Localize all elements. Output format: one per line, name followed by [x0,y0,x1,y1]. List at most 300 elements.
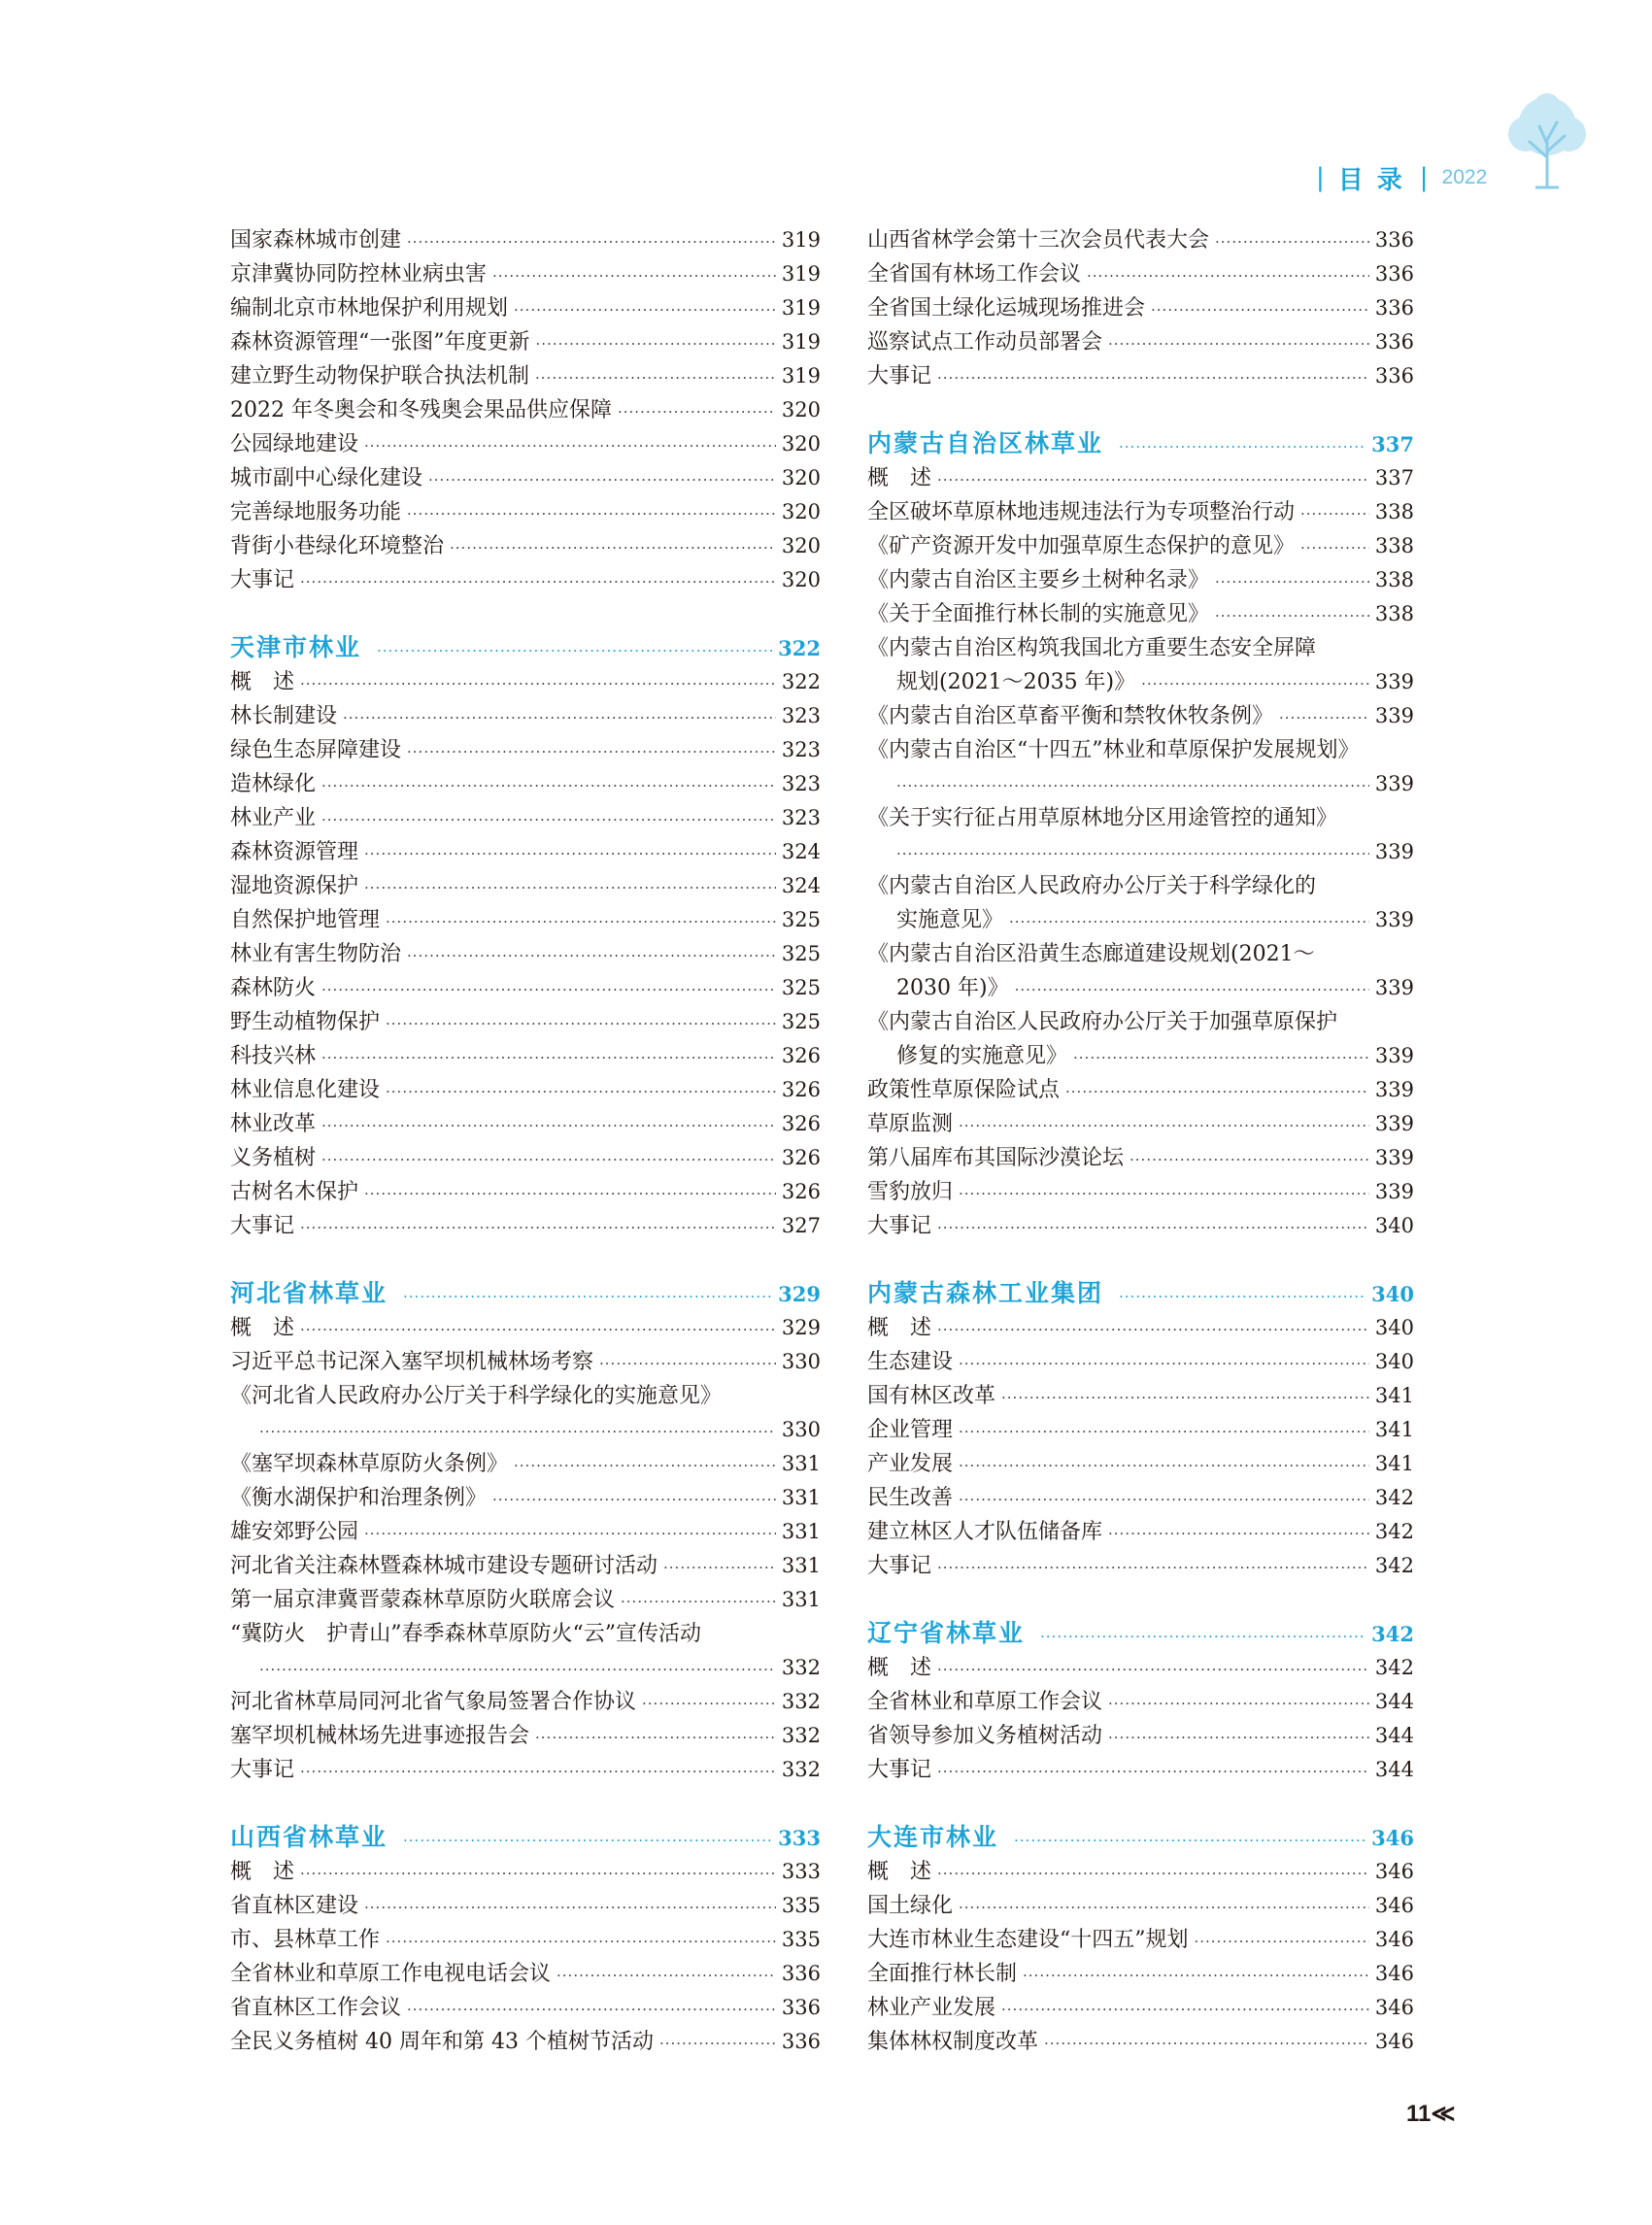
entry-title: 《矿产资源开发中加强草原生态保护的意见》 [867,534,1296,558]
page-ref: 341 [1374,1452,1414,1475]
page-ref: 346 [1374,1962,1414,1985]
dot-leader [1001,1381,1369,1415]
page-number: 11≪ [1406,2101,1456,2127]
toc-entry-continued [867,767,1414,801]
page-ref: 339 [1374,1146,1414,1169]
entry-title: 第八届库布其国际沙漠论坛 [867,1146,1125,1170]
entry-title: 全省国土绿化运城现场推进会 [867,296,1146,320]
dot-leader [1015,973,1369,1007]
entry-title: 完善绿地服务功能 [230,500,402,524]
entry-title: 京津冀协同防控林业病虫害 [230,262,488,287]
toc-entry [867,699,1414,733]
entry-title: 全民义务植树 40 周年和第 43 个植树节活动 [230,2030,654,2054]
dot-leader [321,1109,776,1143]
page-ref: 338 [1374,500,1414,523]
page-ref: 346 [1374,1928,1414,1951]
entry-title: 《内蒙古自治区“十四五”林业和草原保护发展规划》 [867,738,1360,762]
toc-entry [230,937,821,971]
toc-entry [867,1991,1414,2025]
toc-entry [230,291,821,325]
toc-entry [230,393,821,427]
page-ref: 336 [1374,228,1414,252]
toc-section [867,223,1414,393]
dot-leader [364,871,776,905]
toc-entry-continued [230,1413,821,1447]
toc-entry-continued [867,971,1414,1005]
toc-entry-continued [867,835,1414,869]
entry-title: 《衡水湖保护和治理条例》 [230,1486,488,1510]
toc-entry [230,1379,821,1413]
toc-entry [230,1719,821,1753]
dot-leader [1108,327,1369,361]
page-ref: 335 [781,1928,821,1951]
toc-entry [867,1005,1414,1039]
dot-leader [403,1279,772,1314]
section-heading [867,426,1414,461]
entry-title: 森林资源管理“一张图”年度更新 [230,330,530,354]
toc-entry [867,495,1414,529]
page-ref: 339 [1374,1078,1414,1101]
dot-leader [364,1177,776,1211]
entry-title: 全面推行林长制 [867,1962,1018,1986]
toc-entry [230,1447,821,1481]
dot-leader [300,667,776,701]
toc-entry [230,1311,821,1345]
dot-leader [1108,1721,1369,1755]
page-ref: 344 [1374,1690,1414,1713]
entry-title: 林业有害生物防治 [230,942,402,966]
toc-entry [230,971,821,1005]
dot-leader [1108,1687,1369,1721]
dot-leader [1040,1619,1365,1654]
entry-title: 古树名木保护 [230,1180,359,1204]
page-ref: 320 [781,568,821,591]
entry-title: 背街小巷绿化环境整治 [230,534,445,558]
entry-title: 巡察试点工作动员部署会 [867,330,1103,354]
entry-title: 林长制建设 [230,704,338,728]
toc-entry [867,1379,1414,1413]
entry-title: 大事记 [230,1758,295,1782]
entry-title: 林业产业 [230,806,317,830]
entry-title: 《关于实行征占用草原林地分区用途管控的通知》 [867,806,1338,830]
entry-title: 2030 年)》 [896,976,1009,1000]
dot-leader [321,973,776,1007]
entry-title: 企业管理 [867,1418,954,1442]
dot-leader [321,1041,776,1075]
toc-entry [867,223,1414,257]
toc-entry [230,223,821,257]
dot-leader [1195,1925,1369,1959]
page-ref: 332 [781,1690,821,1713]
toc-entry [230,835,821,869]
dot-leader [659,2027,776,2061]
page-ref: 340 [1374,1350,1414,1373]
page-ref: 346 [1374,2030,1414,2053]
page-ref: 339 [1374,1044,1414,1067]
toc-entry [230,1549,821,1583]
page-ref: 320 [781,500,821,523]
dot-leader [386,1075,776,1109]
dot-leader [300,1313,776,1347]
dot-leader [450,531,776,565]
toc-entry [867,1413,1414,1447]
page-ref: 325 [781,1010,821,1033]
entry-title: 河北省林草业 [230,1279,388,1307]
entry-title: 城市副中心绿化建设 [230,466,423,490]
entry-title: 概 述 [230,1860,295,1884]
page-ref: 326 [781,1078,821,1101]
toc-entry [230,359,821,393]
dot-leader [300,1211,776,1245]
toc-entry [867,1345,1414,1379]
toc-entry [867,257,1414,291]
page-ref: 342 [1374,1554,1414,1577]
toc-section [867,1276,1414,1583]
dot-leader [959,1483,1369,1517]
page-ref: 329 [778,1282,821,1306]
entry-title: 政策性草原保险试点 [867,1078,1061,1102]
entry-title: 大事记 [867,1214,932,1238]
dot-leader [1119,429,1365,464]
entry-title: 2022 年冬奥会和冬残奥会果品供应保障 [230,398,612,422]
page-ref: 329 [781,1316,821,1339]
dot-leader [1151,293,1369,327]
dot-leader [1044,2027,1369,2061]
entry-title: 湿地资源保护 [230,874,359,898]
page-ref: 323 [781,806,821,829]
dot-leader [535,1721,776,1755]
dot-leader [1215,225,1369,259]
toc-section [867,426,1414,1243]
toc-entry-continued [867,1039,1414,1073]
toc-entry [230,1345,821,1379]
header-title: 目录 [1337,165,1416,195]
dot-leader [937,1653,1369,1687]
entry-title: 河北省关注森林暨森林城市建设专题研讨活动 [230,1554,658,1578]
entry-title: 林业改革 [230,1112,317,1136]
dot-leader [1014,1823,1365,1858]
entry-title: 生态建设 [867,1350,954,1374]
page-ref: 336 [1374,296,1414,320]
toc-entry [230,767,821,801]
toc-entry [230,1685,821,1719]
dot-leader [896,769,1369,803]
dot-leader [937,1313,1369,1347]
dot-leader [321,769,776,803]
dot-leader [1300,497,1369,531]
dot-leader [259,1415,776,1449]
entry-title: 全省林业和草原工作会议 [867,1690,1103,1714]
toc-entry [867,1753,1414,1787]
toc-entry [867,1073,1414,1107]
dot-leader [642,1687,776,1721]
page-ref: 326 [781,1112,821,1135]
page-ref: 331 [781,1486,821,1509]
toc-entry [867,631,1414,665]
dot-leader [1073,1041,1369,1075]
page-ref: 319 [781,296,821,320]
toc-entry [230,733,821,767]
page-ref: 326 [781,1180,821,1203]
toc-entry [230,1141,821,1175]
dot-leader [1087,259,1369,293]
section-heading [867,1820,1414,1855]
page-ref: 335 [781,1894,821,1917]
entry-title: 集体林权制度改革 [867,2030,1039,2054]
page-ref: 342 [1374,1656,1414,1679]
dot-leader [386,905,776,939]
page-ref: 344 [1374,1724,1414,1747]
toc-entry [867,1311,1414,1345]
dot-leader [364,1517,776,1551]
entry-title: 民生改善 [867,1486,954,1510]
entry-title: 大连市林业生态建设“十四五”规划 [867,1928,1189,1952]
page-ref: 320 [781,398,821,421]
dot-leader [300,1755,776,1789]
page-ref: 336 [1374,364,1414,388]
entry-title: 森林防火 [230,976,317,1000]
dot-leader [403,1823,772,1858]
entry-title: 公园绿地建设 [230,432,359,456]
page-ref: 322 [781,670,821,693]
entry-title: 规划(2021～2035 年)》 [896,670,1136,694]
page-ref: 319 [781,364,821,388]
entry-title: 全区破坏草原林地违规违法行为专项整治行动 [867,500,1296,524]
toc-entry [230,1039,821,1073]
entry-title: 大事记 [230,568,295,592]
toc-entry [230,869,821,903]
entry-title: 概 述 [867,1316,932,1340]
entry-title: 山西省林学会第十三次会员代表大会 [867,228,1210,253]
toc-entry [867,1447,1414,1481]
dot-leader [959,1177,1369,1211]
entry-title: 省直林区工作会议 [230,1996,402,2020]
toc-entry [867,529,1414,563]
toc-entry [230,1515,821,1549]
page-ref: 330 [781,1418,821,1441]
dot-leader [300,565,776,599]
toc-entry [867,2025,1414,2059]
dot-leader [663,1551,776,1585]
toc-entry [230,1583,821,1617]
page-ref: 338 [1374,568,1414,591]
page-ref: 323 [781,738,821,761]
toc-entry [867,1957,1414,1991]
toc-entry [230,2025,821,2059]
dot-leader [321,1143,776,1177]
entry-title: 实施意见》 [896,908,1004,932]
entry-title: 雄安郊野公园 [230,1520,359,1544]
entry-title: 习近平总书记深入塞罕坝机械林场考察 [230,1350,594,1374]
toc-entry [230,325,821,359]
page-ref: 337 [1374,466,1414,489]
entry-title: 天津市林业 [230,633,362,661]
dot-leader [937,1755,1369,1789]
page-ref: 330 [781,1350,821,1373]
toc-entry [867,563,1414,597]
page-ref: 331 [781,1452,821,1475]
page-ref: 336 [781,1996,821,2019]
dot-leader [1215,565,1369,599]
dot-leader [407,225,776,259]
page-ref: 326 [781,1146,821,1169]
dot-leader [959,1347,1369,1381]
dot-leader [1300,531,1369,565]
entry-title: 国有林区改革 [867,1384,996,1408]
entry-title: 大连市林业 [867,1823,999,1851]
toc-section [230,630,821,1243]
page-ref: 327 [781,1214,821,1237]
page-ref: 336 [781,2030,821,2053]
page-ref: 322 [778,636,821,660]
dot-leader [959,1891,1369,1925]
entry-title: 内蒙古森林工业集团 [867,1279,1104,1307]
toc-column-right [867,223,1414,2059]
dot-leader [428,463,776,497]
dot-leader [1119,1279,1365,1314]
entry-title: 绿色生态屏障建设 [230,738,402,762]
entry-title: 大事记 [867,1758,932,1782]
entry-title: 《内蒙古自治区人民政府办公厅关于加强草原保护 [867,1010,1338,1034]
section-heading [230,1820,821,1855]
toc-entry [867,1651,1414,1685]
dot-leader [1279,701,1369,735]
toc-section [230,1820,821,2059]
entry-title: 建立野生动物保护联合执法机制 [230,364,530,388]
entry-title: 《内蒙古自治区构筑我国北方重要生态安全屏障 [867,636,1317,660]
page-ref: 319 [781,262,821,286]
entry-title: 概 述 [230,1316,295,1340]
toc-entry [867,461,1414,495]
dot-leader [937,1211,1369,1245]
page-ref: 339 [1374,1112,1414,1135]
page-ref: 331 [781,1554,821,1577]
dot-leader [1141,667,1369,701]
page-ref: 346 [1371,1826,1414,1850]
entry-title: 概 述 [867,1860,932,1884]
dot-leader [300,1857,776,1891]
dot-leader [959,1415,1369,1449]
toc-entry [230,257,821,291]
toc-entry [230,699,821,733]
toc-entry [230,1481,821,1515]
dot-leader [514,1449,776,1483]
page-ref: 324 [781,840,821,863]
entry-title: 山西省林草业 [230,1823,388,1851]
dot-leader [937,463,1369,497]
page-ref: 341 [1374,1384,1414,1407]
page-ref: 340 [1374,1214,1414,1237]
dot-leader [959,1449,1369,1483]
page-ref: 323 [781,772,821,795]
page-ref: 336 [1374,262,1414,286]
entry-title: 《内蒙古自治区主要乡土树种名录》 [867,568,1210,592]
page-ref: 333 [781,1860,821,1883]
entry-title: 编制北京市林地保护利用规划 [230,296,509,320]
page-ref: 338 [1374,534,1414,557]
toc-entry-continued [230,1651,821,1685]
toc-entry [867,597,1414,631]
toc-entry [867,1481,1414,1515]
entry-title: 《内蒙古自治区草畜平衡和禁牧休牧条例》 [867,704,1274,728]
entry-title: 大事记 [867,364,932,388]
page-ref: 339 [1374,908,1414,931]
entry-title: 自然保护地管理 [230,908,381,932]
toc-entry [230,1073,821,1107]
dot-leader [1108,1517,1369,1551]
toc-entry [230,563,821,597]
section-heading [867,1616,1414,1651]
entry-title: 市、县林草工作 [230,1928,381,1952]
page-ref: 325 [781,908,821,931]
page-ref: 324 [781,874,821,897]
entry-title: 河北省林草局同河北省气象局签署合作协议 [230,1690,637,1714]
entry-title: 野生动植物保护 [230,1010,381,1034]
page-ref: 325 [781,942,821,965]
dot-leader [536,327,776,361]
page-ref: 320 [781,534,821,557]
dot-leader [386,1925,776,1959]
entry-title: 第一届京津冀晋蒙森林草原防火联席会议 [230,1588,616,1612]
entry-title: 《河北省人民政府办公厅关于科学绿化的实施意见》 [230,1384,723,1408]
entry-title: 大事记 [230,1214,295,1238]
page-ref: 336 [781,1962,821,1985]
dot-leader [321,803,776,837]
toc-entry-continued [867,665,1414,699]
entry-title: 《内蒙古自治区沿黄生态廊道建设规划(2021～ [867,942,1315,966]
entry-title: 产业发展 [867,1452,954,1476]
entry-title: 国家森林城市创建 [230,228,402,253]
dot-leader [937,1551,1369,1585]
toc-entry [230,1991,821,2025]
entry-title: 概 述 [230,670,295,694]
entry-title: 《关于全面推行林长制的实施意见》 [867,602,1210,626]
toc-entry [230,1617,821,1651]
toc-entry [230,1005,821,1039]
toc-entry [867,1141,1414,1175]
toc-entry [230,529,821,563]
page-ref: 346 [1374,1894,1414,1917]
entry-title: 国土绿化 [867,1894,954,1918]
header-year: 2022 [1441,166,1488,188]
toc-entry [867,1515,1414,1549]
toc-entry [867,733,1414,767]
toc-entry [867,359,1414,393]
page-ref: 338 [1374,602,1414,625]
dot-leader [514,293,776,327]
toc-entry [230,495,821,529]
dot-leader [407,497,776,531]
toc-section [867,1820,1414,2059]
toc-entry [230,461,821,495]
page-ref: 346 [1374,1996,1414,2019]
entry-title: 省直林区建设 [230,1894,359,1918]
entry-title: 概 述 [867,466,932,490]
section-heading [230,1276,821,1311]
page-ref: 340 [1371,1282,1414,1306]
dot-leader [1001,1993,1369,2027]
toc-entry [867,1855,1414,1889]
dot-leader [556,1959,776,1993]
toc-entry [230,427,821,461]
dot-leader [407,939,776,973]
dot-leader [937,1857,1369,1891]
page-ref: 339 [1374,840,1414,863]
toc-section [230,1276,821,1787]
dot-leader [618,395,776,429]
toc-entry [230,1107,821,1141]
toc-entry [230,801,821,835]
